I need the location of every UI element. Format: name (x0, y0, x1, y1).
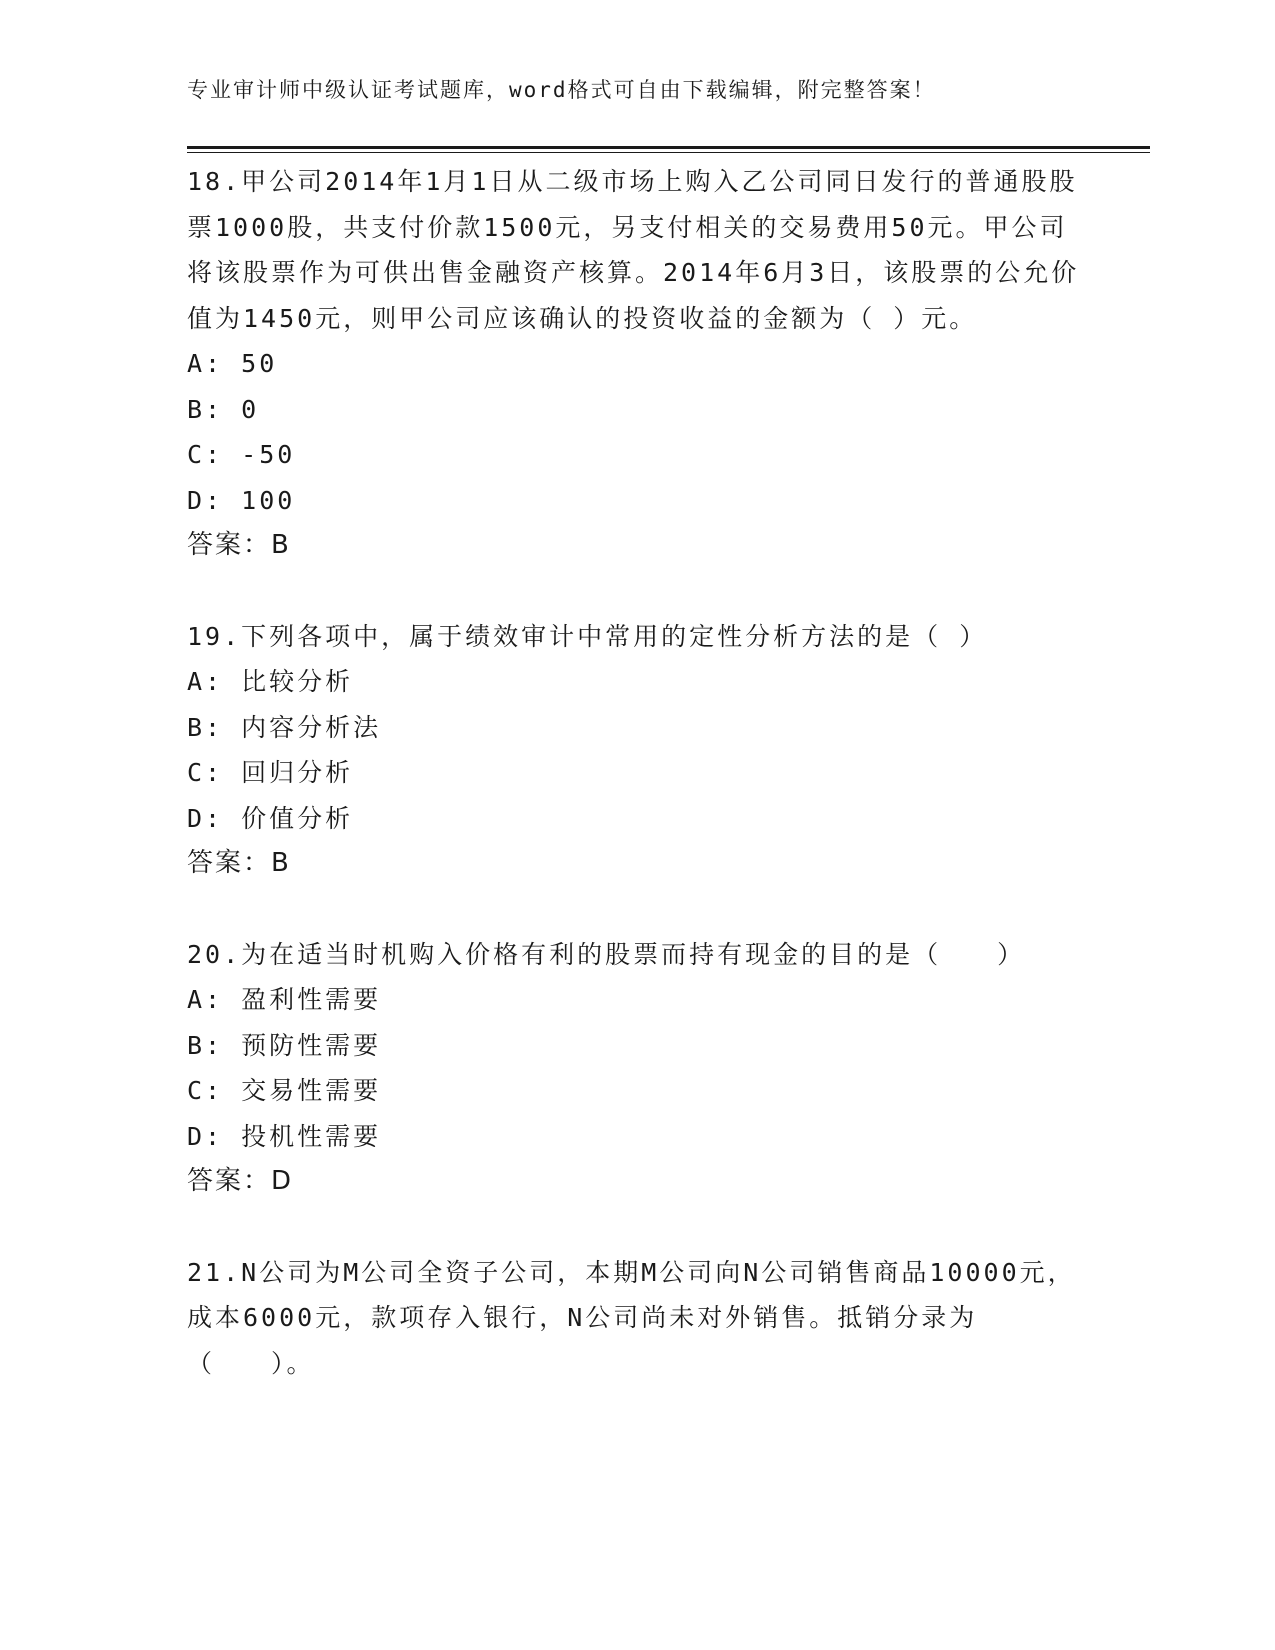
option-b: B: 0 (187, 394, 260, 424)
option-list (187, 977, 1087, 1159)
answer-line: 答案：B (187, 848, 291, 878)
answer-line: 答案：B (187, 530, 291, 560)
option-b: B: 预防性需要 (187, 1030, 382, 1060)
question-19 (187, 614, 1087, 887)
question-18 (187, 159, 1087, 569)
option-d: D: 投机性需要 (187, 1121, 382, 1151)
option-c: C: 交易性需要 (187, 1076, 382, 1105)
option-list (187, 659, 1087, 841)
option-c: C: -50 (187, 440, 296, 469)
option-d: D: 价值分析 (187, 803, 354, 833)
question-text: 18.甲公司2014年1月1日从二级市场上购入乙公司同日发行的普通股股票1000股，共支付价款1500元，另支付相关的交易费用50元。甲公司将该股票作为可供出售金融资产核算。2014年6月3日，该股票的公允价值为1450元，则甲公司应该确认的投资收益的金额为（ ）元。 (187, 167, 1080, 333)
question-text: 20.为在适当时机购入价格有利的股票而持有现金的目的是（ ） (187, 939, 1026, 969)
answer-line: 答案：D (187, 1166, 294, 1196)
option-c: C: 回归分析 (187, 758, 354, 787)
question-text: 19.下列各项中，属于绩效审计中常用的定性分析方法的是（ ） (187, 621, 988, 651)
option-b: B: 内容分析法 (187, 712, 382, 742)
option-a: A: 盈利性需要 (187, 985, 382, 1014)
question-list (187, 159, 1087, 1431)
question-21 (187, 1250, 1087, 1387)
option-a: A: 50 (187, 349, 278, 378)
option-d: D: 100 (187, 485, 296, 515)
header-rule-thin (187, 152, 1150, 153)
question-20 (187, 932, 1087, 1205)
option-list (187, 341, 1087, 523)
header-rule-thick (187, 146, 1150, 149)
question-text: 21.N公司为M公司全资子公司，本期M公司向N公司销售商品10000元，成本6000元，款项存入银行，N公司尚未对外销售。抵销分录为（ ）。 (187, 1257, 1076, 1378)
page-header: 专业审计师中级认证考试题库，word格式可自由下载编辑，附完整答案！ (187, 78, 936, 102)
option-a: A: 比较分析 (187, 667, 354, 696)
